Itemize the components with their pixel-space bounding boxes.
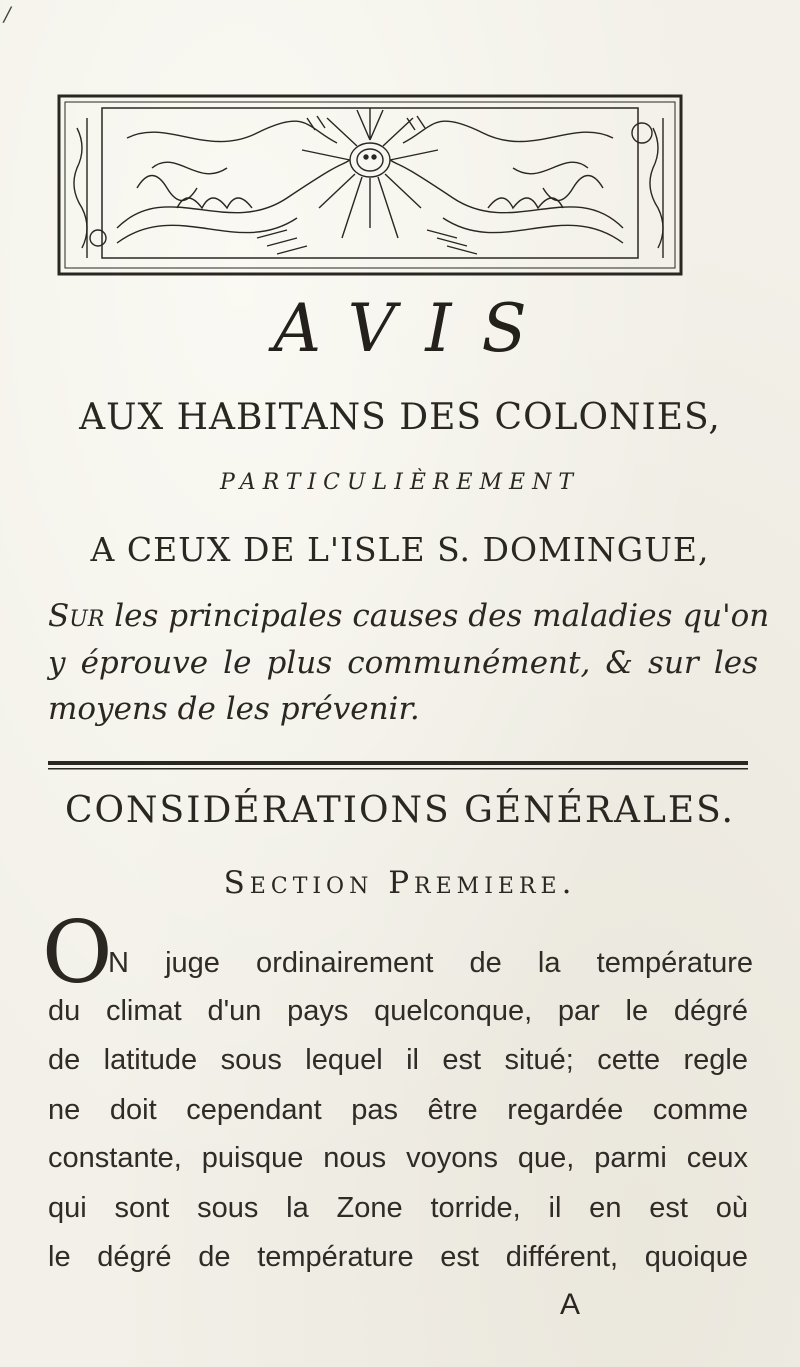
body-line-6: qui sont sous la Zone torride, il en est où [48, 1192, 748, 1224]
signature-mark: A [560, 1288, 581, 1321]
body-line-1: N juge ordinairement de la température [108, 947, 753, 979]
section-title: Section Premiere. [223, 865, 577, 901]
heading-line-1: AUX HABITANS DES COLONIES, [79, 397, 721, 438]
ornamental-headpiece [57, 88, 683, 278]
section-heading: CONSIDÉRATIONS GÉNÉRALES. [65, 790, 735, 831]
subtitle-line-3: moyens de les prévenir. [48, 691, 420, 727]
body-line-5: constante, puisque nous voyons que, parmi ceux [48, 1142, 748, 1174]
subtitle-line-2: y éprouve le plus communément, & sur les [48, 645, 758, 681]
subtitle-line-1-text: les principales causes des maladies qu'on [114, 598, 770, 634]
body-line-3: de latitude sous lequel il est situé; cette regle [48, 1044, 748, 1076]
document-title: AVIS [273, 290, 557, 367]
drop-cap: O [42, 903, 113, 1003]
subtitle-sur: Sur [48, 598, 105, 634]
body-line-4: ne doit cependant pas être regardée comme [48, 1094, 748, 1126]
subtitle-line-1 [48, 598, 770, 634]
ornamental-rule [48, 760, 748, 772]
corner-mark: / [4, 2, 11, 26]
body-line-7: le dégré de température est différent, quoique [48, 1241, 748, 1273]
body-line-2: du climat d'un pays quelconque, par le dégré [48, 995, 748, 1027]
heading-line-2: PARTICULIÈREMENT [219, 470, 581, 495]
heading-line-3: A CEUX DE L'ISLE S. DOMINGUE, [90, 530, 710, 569]
